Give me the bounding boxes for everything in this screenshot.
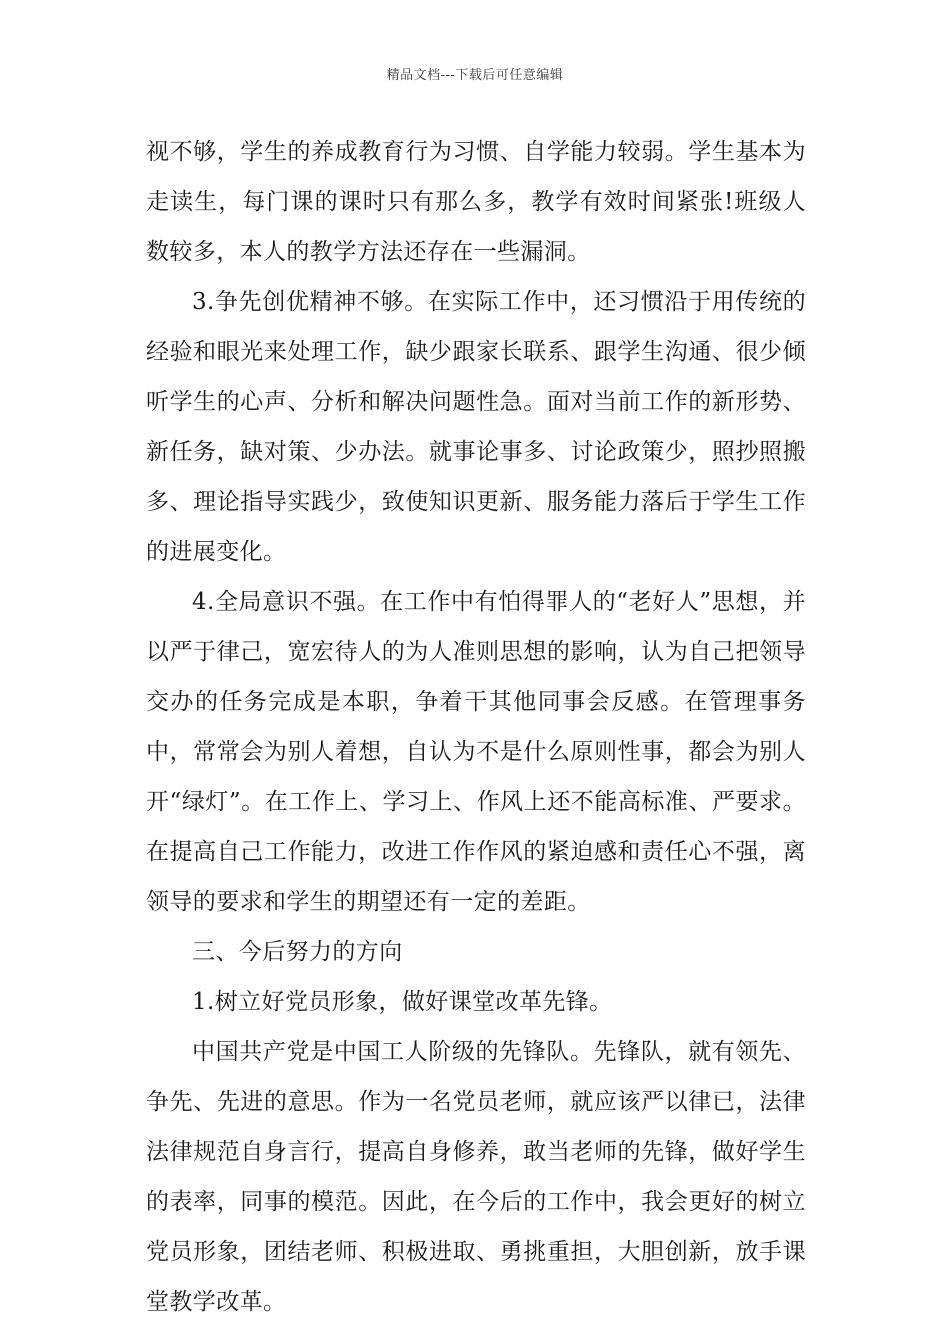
paragraph-item-3: 3.争先创优精神不够。在实际工作中，还习惯沿于用传统的经验和眼光来处理工作，缺少跟家长联系、跟学生沟通、很少倾听学生的心声、分析和解决问题性急。面对当前工作的新形势、新任务，缺对策、少办法。就事论事多、讨论政策少，照抄照搬多、理论指导实践少，致使知识更新、服务能力落后于学生工作的进展变化。 xyxy=(146,289,806,565)
paragraph-continuation: 视不够，学生的养成教育行为习惯、自学能力较弱。学生基本为走读生，每门课的课时只有那么多，教学有效时间紧张!班级人数较多，本人的教学方法还存在一些漏洞。 xyxy=(146,139,806,265)
section-heading: 三、今后努力的方向 xyxy=(192,939,403,965)
sub-heading: 1.树立好党员形象，做好课堂改革先锋。 xyxy=(192,989,613,1015)
paragraph-body: 中国共产党是中国工人阶级的先锋队。先锋队，就有领先、争先、先进的意思。作为一名党员老师，就应该严以律已，法律法律规范自身言行，提高自身修养，敢当老师的先锋，做好学生的表率，同事的模范。因此，在今后的工作中，我会更好的树立党员形象，团结老师、积极进取、勇挑重担，大胆创新，放手课堂教学改革。 xyxy=(146,1039,806,1315)
page-header: 精品文档---下载后可任意编辑 xyxy=(386,68,564,83)
paragraph-item-4: 4.全局意识不强。在工作中有怕得罪人的“老好人”思想，并以严于律己，宽宏待人的为人准则思想的影响，认为自己把领导交办的任务完成是本职，争着干其他同事会反感。在管理事务中，常常会为别人着想，自认为不是什么原则性事，都会为别人开“绿灯”。在工作上、学习上、作风上还不能高标准、严要求。在提高自己工作能力，改进工作作风的紧迫感和责任心不强，离领导的要求和学生的期望还有一定的差距。 xyxy=(146,589,806,915)
document-body xyxy=(146,127,806,1327)
